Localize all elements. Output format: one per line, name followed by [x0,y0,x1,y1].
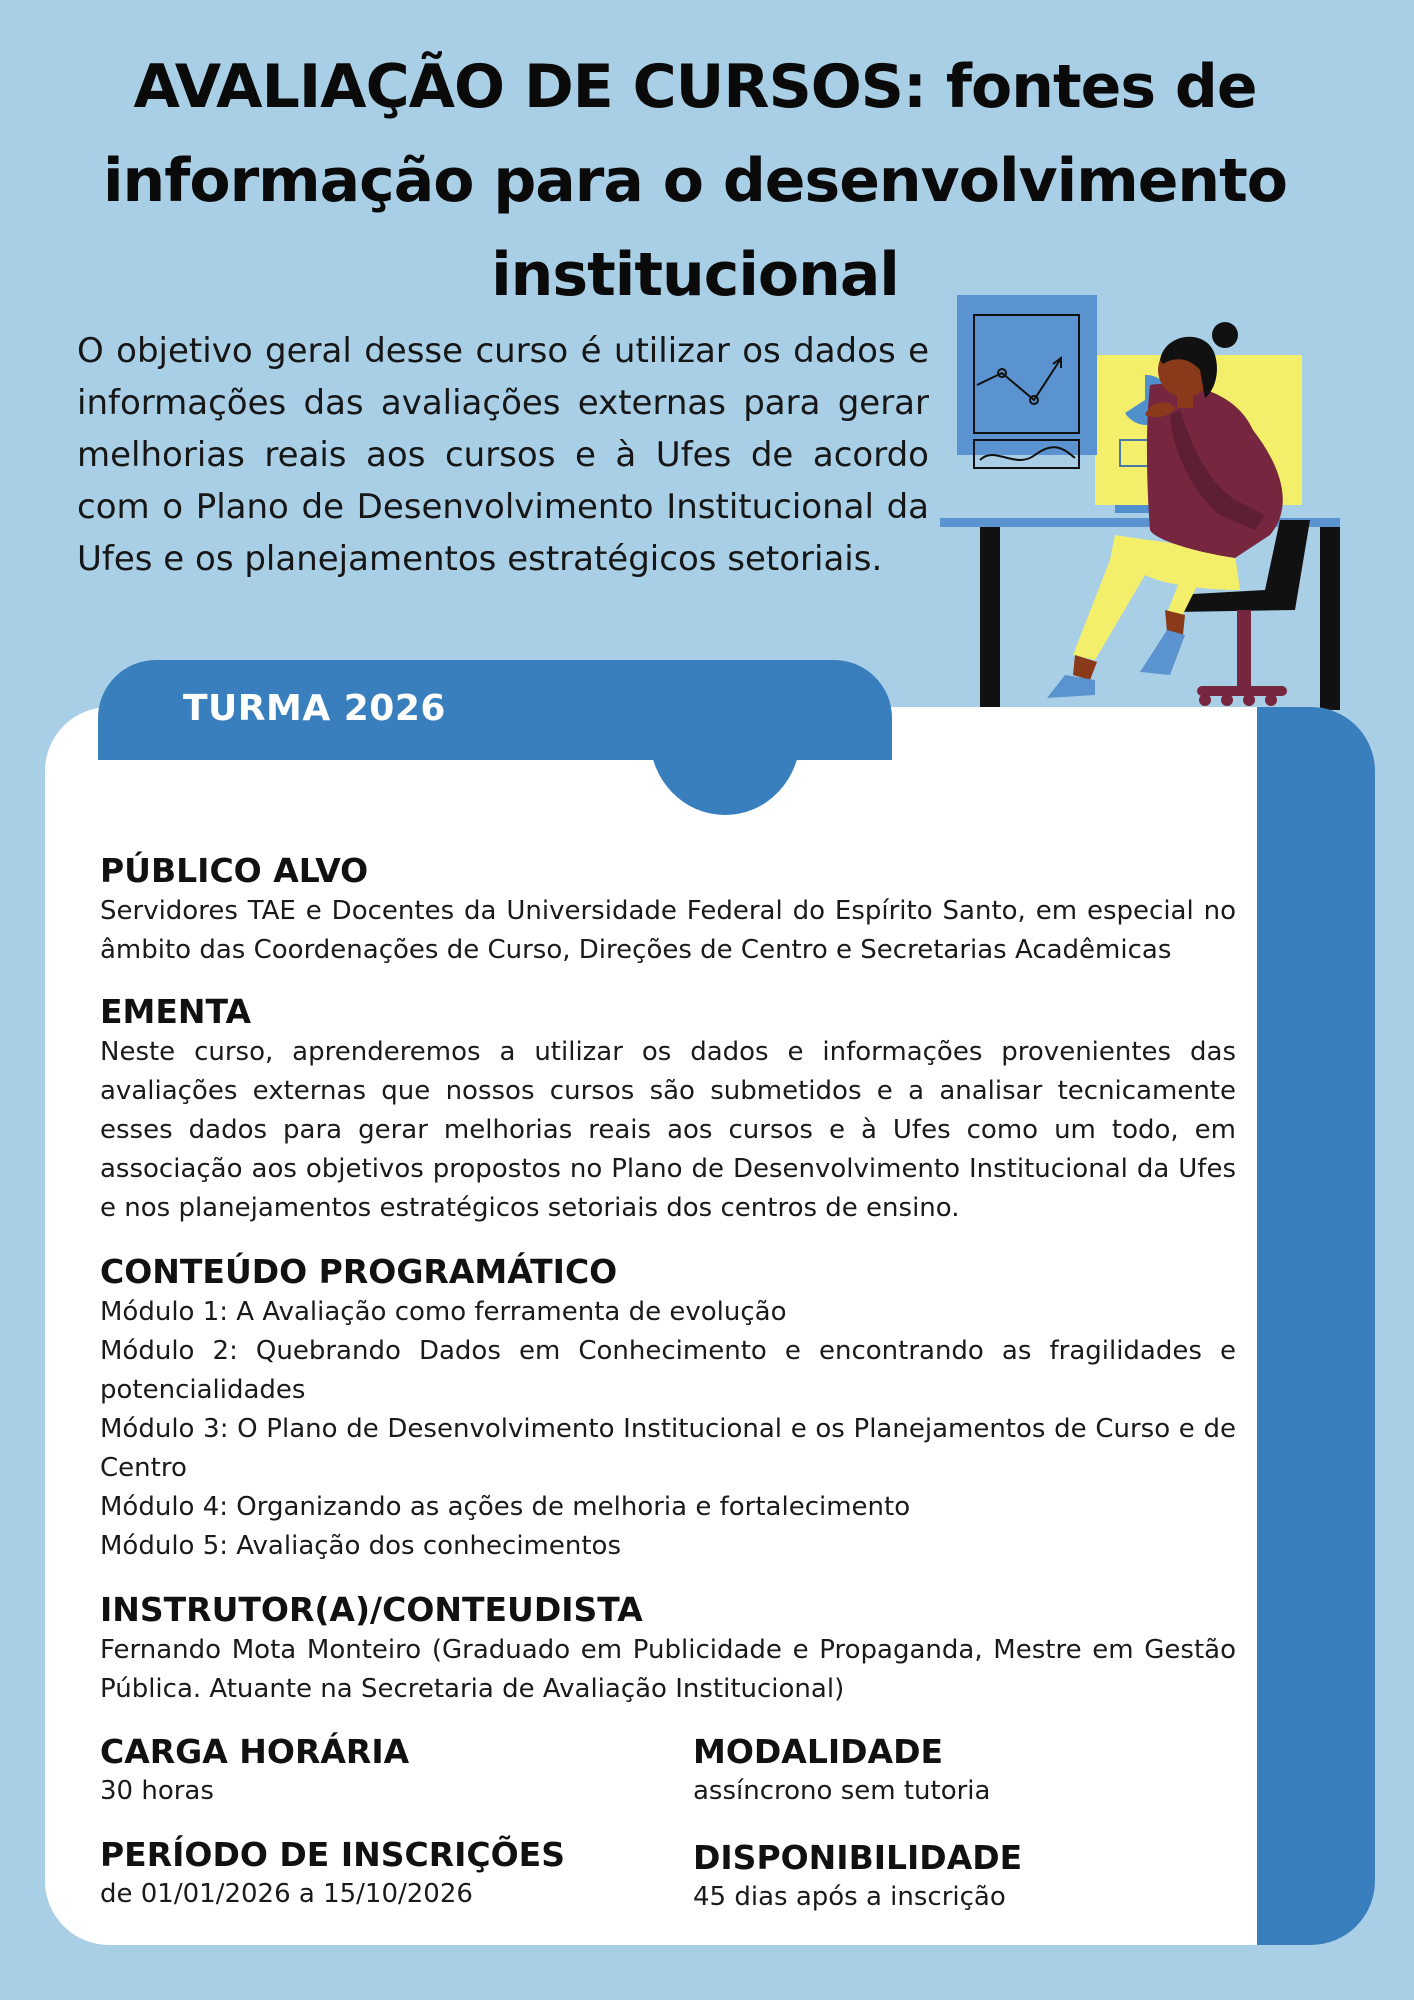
section-modalidade [693,1731,1253,1809]
section-text: de 01/01/2026 a 15/10/2026 [100,1879,473,1909]
section-periodo-inscricoes [100,1834,660,1912]
module-item: Módulo 4: Organizando as ações de melhoria e fortalecimento [100,1492,911,1522]
section-text: Servidores TAE e Docentes da Universidade Federal do Espírito Santo, em especial no âmbito das Coordenações de Curso, Direções de Centro e Secretarias Acadêmicas [100,896,1236,965]
woman-at-desk-analyzing-charts-icon [935,290,1345,710]
section-instrutor [100,1589,1236,1709]
section-text: Neste curso, aprenderemos a utilizar os dados e informações provenientes das avaliações externas que nossos cursos são submetidos e a analisar tecnicamente esses dados para gerar melhorias reais aos cursos e à Ufes como um todo, em associação aos objetivos propostos no Plano de Desenvolvimento Institucional da Ufes e nos planejamentos estratégicos setoriais dos centros de ensino. [100,1037,1236,1223]
section-ementa [100,991,1236,1228]
course-objective: O objetivo geral desse curso é utilizar os dados e informações das avaliações externas para gerar melhorias reais aos cursos e à Ufes de acordo com o Plano de Desenvolvimento Institucional da Ufes e os planejamentos estratégicos setoriais. [77,331,929,579]
section-heading: EMENTA [100,992,252,1031]
class-tab [98,660,892,760]
module-item: Módulo 2: Quebrando Dados em Conhecimento e encontrando as fragilidades e potencialidades [100,1336,1236,1405]
section-disponibilidade [693,1837,1253,1915]
class-label: TURMA 2026 [183,688,446,729]
section-heading: MODALIDADE [693,1732,943,1771]
section-carga-horaria [100,1731,660,1809]
section-heading: PERÍODO DE INSCRIÇÕES [100,1835,565,1874]
section-text: 45 dias após a inscrição [693,1882,1006,1912]
module-item: Módulo 1: A Avaliação como ferramenta de evolução [100,1297,787,1327]
section-heading: DISPONIBILIDADE [693,1838,1023,1877]
section-heading: PÚBLICO ALVO [100,851,369,890]
section-heading: CONTEÚDO PROGRAMÁTICO [100,1252,618,1291]
section-heading: INSTRUTOR(A)/CONTEUDISTA [100,1590,643,1629]
module-item: Módulo 3: O Plano de Desenvolvimento Institucional e os Planejamentos de Curso e de Centro [100,1414,1236,1483]
section-conteudo-programatico [100,1251,1236,1566]
card-side-stripe [1257,707,1375,1945]
section-publico-alvo [100,850,1236,970]
module-item: Módulo 5: Avaliação dos conhecimentos [100,1531,621,1561]
section-heading: CARGA HORÁRIA [100,1732,410,1771]
section-text: Fernando Mota Monteiro (Graduado em Publicidade e Propaganda, Mestre em Gestão Pública. Atuante na Secretaria de Avaliação Institucional) [100,1635,1236,1704]
section-text: 30 horas [100,1776,214,1806]
page-title: AVALIAÇÃO DE CURSOS: fontes de informação para o desenvolvimento institucional [102,52,1288,310]
section-text: assíncrono sem tutoria [693,1776,991,1806]
